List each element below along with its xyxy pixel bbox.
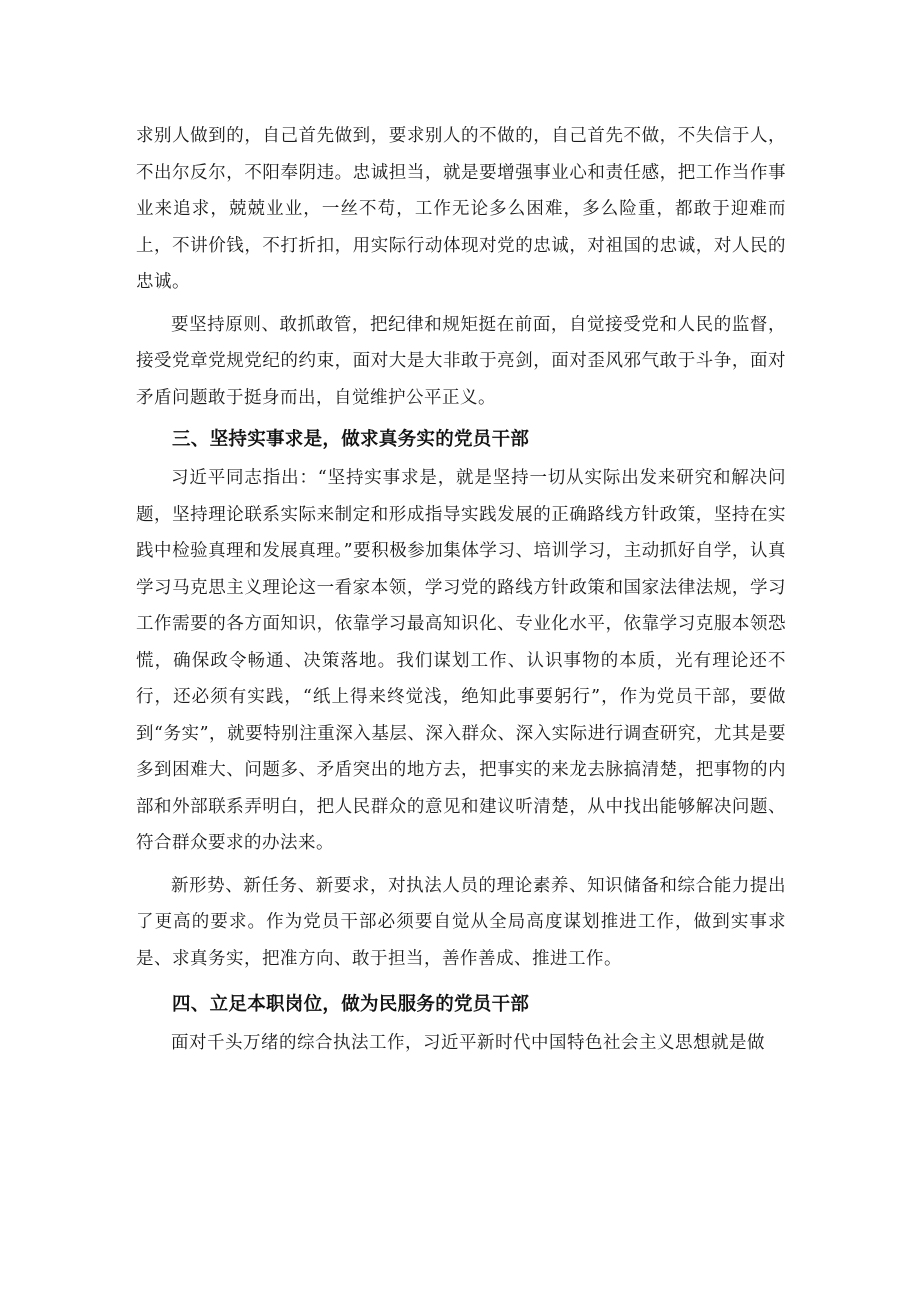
- section-heading-4: 四、立足本职岗位，做为民服务的党员干部: [172, 994, 530, 1015]
- section-heading-3: 三、坚持实事求是，做求真务实的党员干部: [172, 429, 530, 450]
- paragraph-enforcement-work: 面对千头万绪的综合执法工作，习近平新时代中国特色社会主义思想就是做: [171, 1033, 765, 1053]
- paragraph-principles: 要坚持原则、敢抓敢管，把纪律和规矩挺在前面，自觉接受党和人民的监督，接受党章党规党纪的约束，面对大是大非敢于亮剑，面对歪风邪气敢于斗争，面对矛盾问题敢于挺身而出，自觉维护公平正义。: [136, 314, 786, 408]
- paragraph-new-requirements: 新形势、新任务、新要求，对执法人员的理论素养、知识储备和综合能力提出了更高的要求。作为党员干部必须要自觉从全局高度谋划推进工作，做到实事求是、求真务实，把准方向、敢于担当，善作善成、推进工作。: [136, 875, 786, 969]
- document-page: [136, 118, 786, 1062]
- paragraph-loyalty: 求别人做到的，自己首先做到，要求别人的不做的，自己首先不做，不失信于人，不出尔反尔，不阳奉阴违。忠诚担当，就是要增强事业心和责任感，把工作当作事业来追求，兢兢业业，一丝不苟，工作无论多么困难，多么险重，都敢于迎难而上，不讲价钱，不打折扣，用实际行动体现对党的忠诚，对祖国的忠诚，对人民的忠诚。: [136, 126, 786, 292]
- paragraph-seek-truth: 习近平同志指出：“坚持实事求是，就是坚持一切从实际出发来研究和解决问题，坚持理论联系实际来制定和形成指导实践发展的正确路线方针政策，坚持在实践中检验真理和发展真理。”要积极参加集体学习、培训学习，主动抓好自学，认真学习马克思主义理论这一看家本领，学习党的路线方针政策和国家法律法规，学习工作需要的各方面知识，依靠学习最高知识化、专业化水平，依靠学习克服本领恐慌，确保政令畅通、决策落地。我们谋划工作、认识事物的本质，光有理论还不行，还必须有实践，“纸上得来终觉浅，绝知此事要躬行”，作为党员干部，要做到“务实”，就要特别注重深入基层、深入群众、深入实际进行调查研究，尤其是要多到困难大、问题多、矛盾突出的地方去，把事实的来龙去脉搞清楚，把事物的内部和外部联系弄明白，把人民群众的意见和建议听清楚，从中找出能够解决问题、符合群众要求的办法来。: [136, 468, 786, 853]
